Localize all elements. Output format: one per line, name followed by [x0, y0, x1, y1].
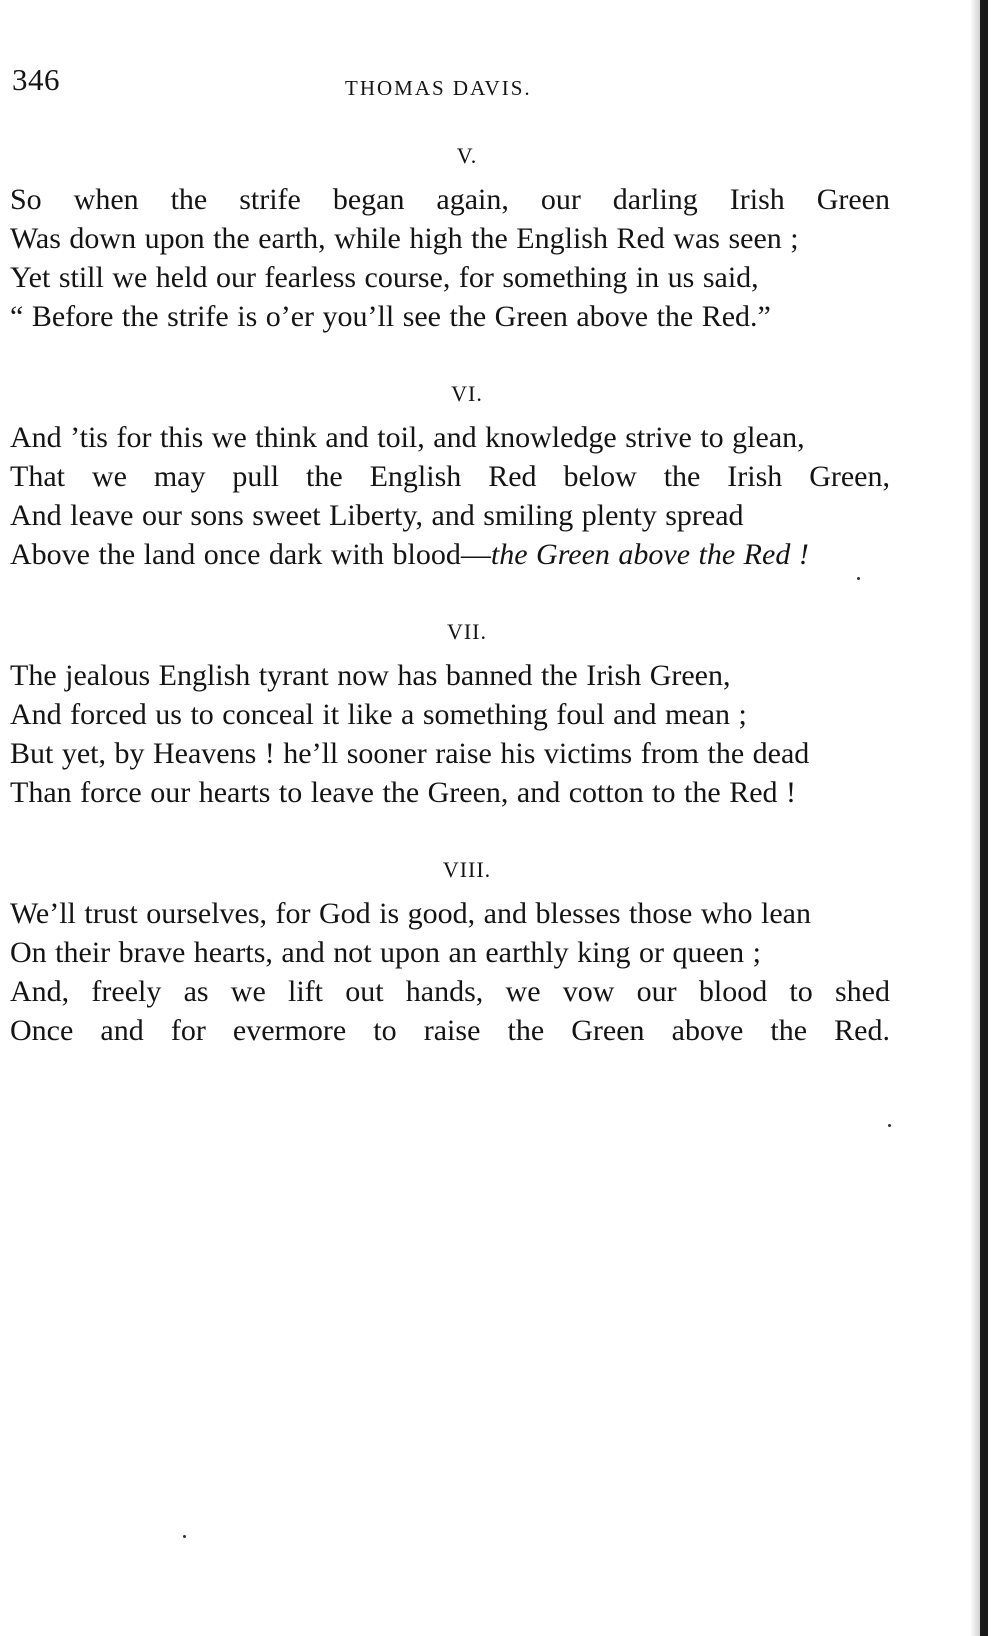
poem-line	[10, 535, 890, 574]
poem-line: The jealous English tyrant now has banned the Irish Green,	[10, 659, 731, 692]
stanza-number: V.	[456, 143, 478, 168]
poem-line-start: Above the land once dark with blood—	[10, 538, 491, 571]
poem-line: But yet, by Heavens ! he’ll sooner raise his victims from the dead	[10, 737, 810, 770]
page-gutter-shadow	[970, 0, 980, 1636]
poem-line: Once and for evermore to raise the Green above the Red.	[10, 1014, 890, 1047]
running-head: THOMAS DAVIS.	[345, 76, 532, 100]
print-speck	[888, 1124, 891, 1127]
page-header	[12, 62, 892, 112]
poem-line-italic: the Green above the Red !	[490, 538, 809, 571]
stanza-number: VI.	[451, 381, 483, 406]
poem-line: We’ll trust ourselves, for God is good, and blesses those who lean	[10, 897, 811, 930]
poem-line: On their brave hearts, and not upon an earthly king or queen ;	[10, 936, 761, 969]
page-number: 346	[12, 62, 60, 97]
poem-line: Yet still we held our fearless course, for something in us said,	[10, 261, 759, 294]
poem-line: So when the strife began again, our darling Irish Green	[10, 183, 890, 216]
page-edge	[980, 0, 988, 1636]
poem-line: And, freely as we lift out hands, we vow our blood to shed	[10, 975, 890, 1008]
poem-line: That we may pull the English Red below the Irish Green,	[10, 460, 890, 493]
stanza-8	[10, 846, 890, 1050]
print-speck	[183, 1535, 186, 1538]
poem-line: And forced us to conceal it like a something foul and mean ;	[10, 698, 747, 731]
stanza-number: VII.	[446, 619, 488, 644]
poem-line: Was down upon the earth, while high the English Red was seen ;	[10, 222, 799, 255]
stanza-number: VIII.	[442, 857, 492, 882]
print-speck	[857, 577, 860, 580]
stanza-7	[10, 608, 890, 812]
poem-line: And leave our sons sweet Liberty, and smiling plenty spread	[10, 499, 744, 532]
poem-line: And ’tis for this we think and toil, and knowledge strive to glean,	[10, 421, 805, 454]
poem-text	[10, 132, 890, 1050]
stanza-6	[10, 370, 890, 574]
stanza-5	[10, 132, 890, 336]
poem-line: Than force our hearts to leave the Green, and cotton to the Red !	[10, 776, 797, 809]
poem-line: “ Before the strife is o’er you’ll see the Green above the Red.”	[10, 300, 771, 333]
